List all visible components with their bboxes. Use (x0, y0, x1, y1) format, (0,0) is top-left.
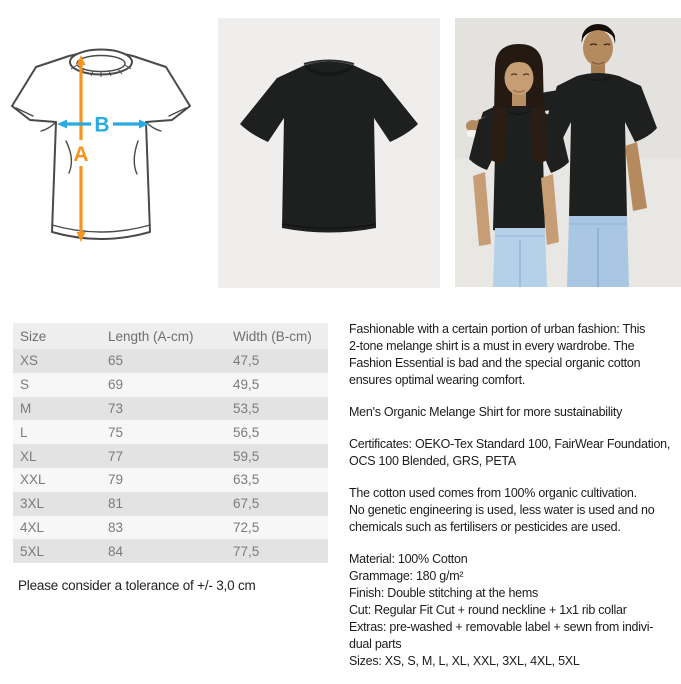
length-cell: 75 (101, 420, 226, 444)
description-line: 2-tone melange shirt is a must in every wardrobe. The (349, 339, 635, 353)
description-line: OCS 100 Blended, GRS, PETA (349, 454, 516, 468)
size-cell: M (13, 397, 101, 421)
tshirt-measurement-diagram (6, 46, 202, 256)
description-line: Finish: Double stitching at the hems (349, 586, 539, 600)
length-cell: 69 (101, 373, 226, 397)
width-cell: 56,5 (226, 420, 328, 444)
width-cell: 67,5 (226, 492, 328, 516)
width-cell: 59,5 (226, 444, 328, 468)
tolerance-note: Please consider a tolerance of +/- 3,0 cm (18, 578, 256, 593)
size-cell: XL (13, 444, 101, 468)
description-line: No genetic engineering is used, less water is used and no (349, 503, 655, 517)
size-row-l (13, 420, 328, 444)
size-row-xxl (13, 468, 328, 492)
description-line: Sizes: XS, S, M, L, XL, XXL, 3XL, 4XL, 5XL (349, 654, 580, 668)
size-cell: S (13, 373, 101, 397)
length-cell: 81 (101, 492, 226, 516)
description-line: Fashionable with a certain portion of urban fashion: This (349, 322, 646, 336)
size-row-3xl (13, 492, 328, 516)
description-line: Fashion Essential is bad and the special organic cotton (349, 356, 641, 370)
description-line: Extras: pre-washed + removable label + sewn from indivi- (349, 620, 654, 634)
length-cell: 73 (101, 397, 226, 421)
size-row-xl (13, 444, 328, 468)
black-tshirt-image (218, 18, 440, 288)
description-line: Cut: Regular Fit Cut + round neckline + 1x1 rib collar (349, 603, 627, 617)
description-line: Certificates: OEKO-Tex Standard 100, FairWear Foundation, (349, 437, 671, 451)
width-cell: 49,5 (226, 373, 328, 397)
size-diagram-image (6, 46, 202, 256)
size-row-4xl (13, 516, 328, 540)
size-cell: 5XL (13, 539, 101, 563)
size-cell: 4XL (13, 516, 101, 540)
description-paragraph-1 (349, 321, 679, 389)
description-line: ensures optimal wearing comfort. (349, 373, 526, 387)
length-cell: 79 (101, 468, 226, 492)
description-line: dual parts (349, 637, 402, 651)
length-label: A (73, 143, 89, 166)
col-header-width: Width (B-cm) (226, 323, 328, 349)
size-row-xs (13, 349, 328, 373)
description-line: Men's Organic Melange Shirt for more sustainability (349, 405, 623, 419)
description-paragraph-3 (349, 436, 679, 470)
width-label: B (94, 113, 110, 137)
description-paragraph-5 (349, 551, 679, 670)
length-cell: 65 (101, 349, 226, 373)
width-cell: 63,5 (226, 468, 328, 492)
description-line: The cotton used comes from 100% organic cultivation. (349, 486, 637, 500)
description-line: chemicals such as fertilisers or pesticides are used. (349, 520, 621, 534)
models-wearing-tshirts-image (455, 18, 681, 287)
col-header-size: Size (13, 323, 101, 349)
description-paragraph-2 (349, 404, 679, 421)
length-cell: 77 (101, 444, 226, 468)
width-cell: 47,5 (226, 349, 328, 373)
size-table (13, 323, 328, 563)
product-description (349, 321, 679, 670)
size-cell: XS (13, 349, 101, 373)
description-line: Material: 100% Cotton (349, 552, 468, 566)
size-row-5xl (13, 539, 328, 563)
size-table-header-row (13, 323, 328, 349)
size-row-s (13, 373, 328, 397)
width-cell: 72,5 (226, 516, 328, 540)
product-photo (218, 18, 440, 288)
size-cell: XXL (13, 468, 101, 492)
col-header-length: Length (A-cm) (101, 323, 226, 349)
models-photo (455, 18, 681, 287)
size-row-m (13, 397, 328, 421)
description-line: Grammage: 180 g/m² (349, 569, 464, 583)
width-cell: 53,5 (226, 397, 328, 421)
length-cell: 84 (101, 539, 226, 563)
size-cell: 3XL (13, 492, 101, 516)
length-cell: 83 (101, 516, 226, 540)
width-cell: 77,5 (226, 539, 328, 563)
size-cell: L (13, 420, 101, 444)
description-paragraph-4 (349, 485, 679, 536)
